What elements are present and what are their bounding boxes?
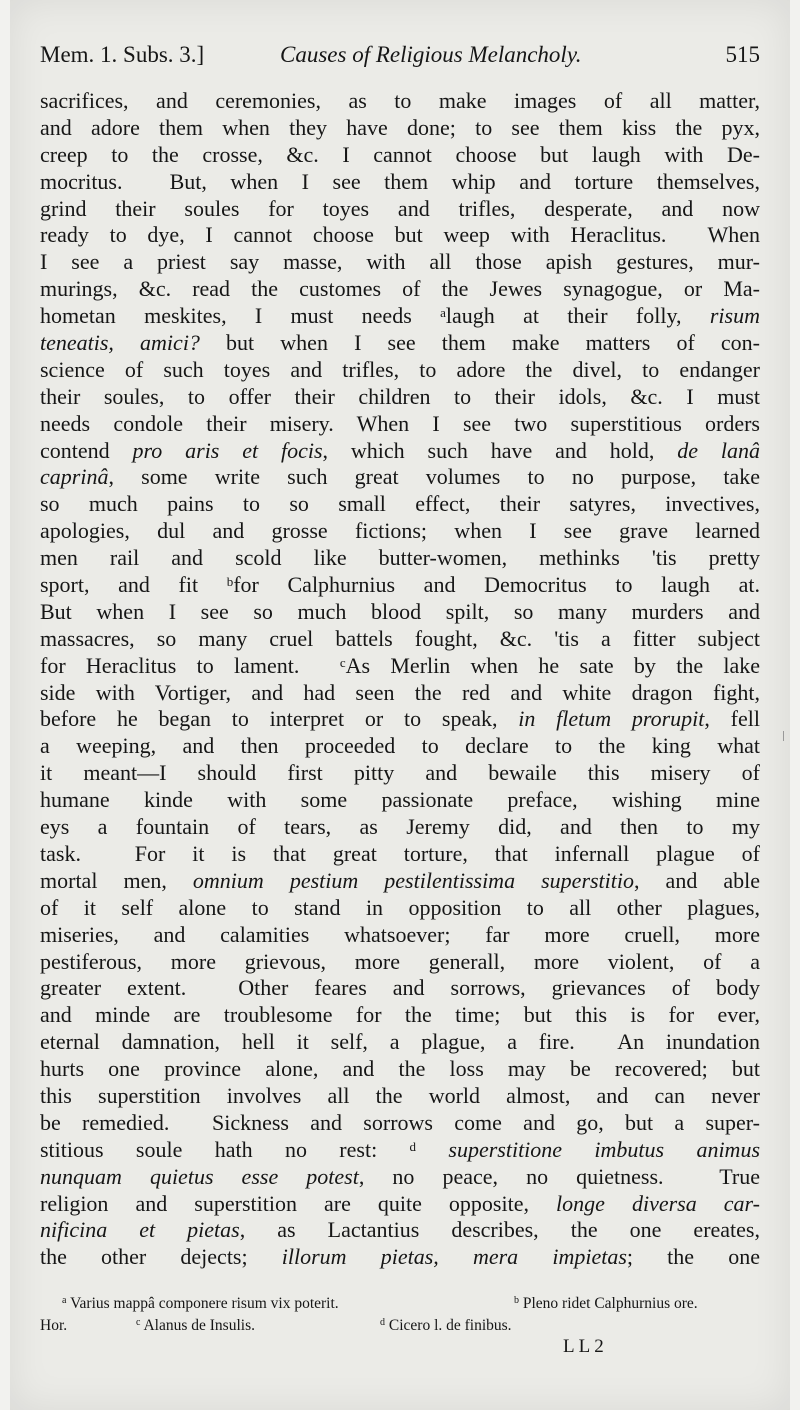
text-run: ready to dye, I cannot choose but weep with Heraclitus. When bbox=[40, 222, 760, 248]
text-line bbox=[40, 196, 760, 223]
italic-text: teneatis, amici? bbox=[40, 330, 200, 356]
text-run: it meant—I should first pitty and bewaile this misery of bbox=[40, 760, 760, 786]
body-text bbox=[40, 88, 760, 1271]
text-line bbox=[40, 814, 760, 841]
text-run: science of such toyes and trifles, to adore the divel, to endanger bbox=[40, 356, 760, 382]
italic-text: illorum pietas, mera impietas bbox=[281, 1244, 627, 1270]
footnote-mark: c bbox=[136, 1317, 141, 1328]
text-run: , fell bbox=[704, 706, 760, 732]
text-run: I see a priest say masse, with all those apish gestures, mur- bbox=[40, 249, 760, 275]
footnote-row-2 bbox=[40, 1315, 760, 1337]
footnote-reference: a bbox=[440, 305, 446, 321]
text-line bbox=[40, 733, 760, 760]
italic-text: pro aris et focis bbox=[132, 437, 323, 463]
footnote-reference: d bbox=[409, 1138, 417, 1154]
text-line bbox=[40, 464, 760, 491]
text-run: for Calphurnius and Democritus to laugh at. bbox=[233, 572, 760, 598]
footnote-text: Pleno ridet Calphurnius ore. bbox=[522, 1295, 698, 1312]
section-reference: Mem. 1. Subs. 3.] bbox=[40, 42, 205, 67]
text-line bbox=[40, 222, 760, 249]
text-run: humane kinde with some passionate preface, wishing mine bbox=[40, 787, 760, 813]
text-run: task. For it is that great torture, that infernall plague of bbox=[40, 840, 760, 866]
text-line bbox=[40, 249, 760, 276]
text-line bbox=[40, 680, 760, 707]
italic-text: longe diversa car- bbox=[556, 1190, 760, 1216]
text-run: but when I see them make matters of con- bbox=[199, 330, 760, 356]
text-run: contend bbox=[40, 437, 133, 463]
italic-text: superstitione imbutus animus bbox=[416, 1136, 760, 1162]
text-run: religion and superstition are quite opposite, bbox=[40, 1190, 557, 1216]
text-line bbox=[40, 599, 760, 626]
text-line bbox=[40, 142, 760, 169]
text-line bbox=[40, 330, 760, 357]
text-run: As Merlin when he sate by the lake bbox=[345, 652, 760, 678]
text-run: , and able bbox=[634, 867, 760, 893]
text-run: stitious soule hath no rest: bbox=[40, 1136, 410, 1162]
text-line bbox=[40, 949, 760, 976]
text-run: ; the one bbox=[626, 1244, 760, 1270]
text-line bbox=[40, 1056, 760, 1083]
text-run: mortal men, bbox=[40, 867, 193, 893]
italic-text: de lanâ bbox=[677, 437, 760, 463]
running-head bbox=[40, 38, 760, 72]
text-line bbox=[40, 787, 760, 814]
text-run: , as Lactantius describes, the one ereates, bbox=[239, 1217, 760, 1243]
text-run: needs condole their misery. When I see two superstitious orders bbox=[40, 410, 760, 436]
running-title: Causes of Religious Melancholy. bbox=[280, 42, 582, 67]
text-line bbox=[40, 1244, 760, 1271]
text-run: sacrifices, and ceremonies, as to make images of all matter, bbox=[40, 88, 760, 113]
text-run: But when I see so much blood spilt, so many murders and bbox=[40, 598, 760, 624]
footnote-text: Alanus de Insulis. bbox=[143, 1317, 255, 1334]
footnote-reference: c bbox=[339, 654, 346, 670]
text-run: sport, and fit bbox=[40, 572, 227, 598]
text-run: side with Vortiger, and had seen the red and white dragon fight, bbox=[40, 679, 760, 705]
text-run: apologies, dul and grosse fictions; when I see grave learned bbox=[40, 518, 760, 544]
text-line bbox=[40, 572, 760, 599]
text-run: a weeping, and then proceeded to declare to the king what bbox=[40, 733, 760, 759]
text-line bbox=[40, 895, 760, 922]
footnote-d bbox=[380, 1315, 512, 1337]
italic-text: omnium pestium pestilentissima superstitio bbox=[192, 867, 635, 893]
text-run: hometan meskites, I must needs bbox=[40, 303, 441, 329]
footnote-mark: d bbox=[380, 1317, 385, 1328]
text-run: hurts one province alone, and the loss may be recovered; but bbox=[40, 1056, 760, 1082]
text-line bbox=[40, 518, 760, 545]
text-run: creep to the crosse, &c. I cannot choose but laugh with De- bbox=[40, 141, 760, 167]
text-run: pestiferous, more grievous, more generall, more violent, of a bbox=[40, 948, 760, 974]
text-run: before he began to interpret or to speak, bbox=[40, 706, 519, 732]
text-line bbox=[40, 1137, 760, 1164]
text-run: miseries, and calamities whatsoever; far more cruell, more bbox=[40, 921, 760, 947]
text-run: for Heraclitus to lament. bbox=[40, 652, 340, 678]
text-line bbox=[40, 975, 760, 1002]
text-line bbox=[40, 626, 760, 653]
text-run: men rail and scold like butter-women, methinks 'tis pretty bbox=[40, 545, 760, 571]
text-run: , which such have and hold, bbox=[322, 437, 678, 463]
text-line bbox=[40, 1110, 760, 1137]
footnote-b bbox=[514, 1293, 698, 1315]
signature-mark: LL2 bbox=[563, 1336, 608, 1357]
text-line bbox=[40, 1083, 760, 1110]
text-line bbox=[40, 115, 760, 142]
italic-text: in fletum prorupit bbox=[518, 706, 705, 732]
text-line bbox=[40, 411, 760, 438]
text-line bbox=[40, 384, 760, 411]
text-run: so much pains to so small effect, their satyres, invectives, bbox=[40, 491, 760, 517]
footnote-mark: b bbox=[514, 1295, 519, 1306]
book-page bbox=[10, 0, 790, 1410]
text-run: and adore them when they have done; to see them kiss the pyx, bbox=[40, 114, 760, 140]
text-line bbox=[40, 868, 760, 895]
text-line bbox=[40, 1002, 760, 1029]
page-number: 515 bbox=[725, 42, 760, 67]
text-run: eys a fountain of tears, as Jeremy did, and then to my bbox=[40, 814, 760, 840]
footnote-c bbox=[136, 1315, 255, 1337]
footnote-mark: a bbox=[62, 1295, 67, 1306]
text-run: their soules, to offer their children to their idols, &c. I must bbox=[40, 383, 760, 409]
text-run: and minde are troublesome for the time; but this is for ever, bbox=[40, 1002, 760, 1028]
italic-text: caprinâ bbox=[40, 464, 109, 490]
text-run: , some write such great volumes to no purpose, take bbox=[108, 464, 760, 490]
text-run: of it self alone to stand in opposition to all other plagues, bbox=[40, 894, 760, 920]
text-run: this superstition involves all the world almost, and can never bbox=[40, 1082, 760, 1108]
margin-mark bbox=[777, 731, 784, 741]
text-line bbox=[40, 88, 760, 115]
footnotes bbox=[40, 1293, 760, 1337]
italic-text: nificina et pietas bbox=[40, 1217, 240, 1243]
footnote-reference: b bbox=[226, 574, 234, 590]
text-run: eternal damnation, hell it self, a plague, a fire. An inundation bbox=[40, 1029, 760, 1055]
text-line bbox=[40, 1217, 760, 1244]
text-line bbox=[40, 1029, 760, 1056]
text-line bbox=[40, 303, 760, 330]
text-line bbox=[40, 491, 760, 518]
text-line bbox=[40, 760, 760, 787]
text-run: , no peace, no quietness. True bbox=[358, 1163, 760, 1189]
text-run: the other dejects; bbox=[40, 1244, 282, 1270]
text-line bbox=[40, 545, 760, 572]
text-line bbox=[40, 438, 760, 465]
text-line bbox=[40, 357, 760, 384]
text-line bbox=[40, 922, 760, 949]
text-run: laugh at their folly, bbox=[445, 303, 710, 329]
text-run: be remedied. Sickness and sorrows come and go, but a super- bbox=[40, 1109, 760, 1135]
footnote-row-1 bbox=[40, 1293, 760, 1315]
text-line bbox=[40, 276, 760, 303]
italic-text: risum bbox=[709, 303, 760, 329]
footnote-a bbox=[62, 1293, 339, 1315]
footnote-text: Varius mappâ componere risum vix poterit. bbox=[70, 1295, 339, 1312]
text-line bbox=[40, 1191, 760, 1218]
text-line bbox=[40, 653, 760, 680]
footnote-a-source: Hor. bbox=[40, 1317, 68, 1334]
text-run: massacres, so many cruel battels fought, &c. 'tis a fitter subject bbox=[40, 625, 760, 651]
text-run: greater extent. Other feares and sorrows, grievances of body bbox=[40, 975, 760, 1001]
text-run: mocritus. But, when I see them whip and torture themselves, bbox=[40, 168, 760, 194]
text-run: murings, &c. read the customes of the Jewes synagogue, or Ma- bbox=[40, 276, 760, 302]
text-line bbox=[40, 169, 760, 196]
italic-text: nunquam quietus esse potest bbox=[40, 1163, 359, 1189]
text-line bbox=[40, 1164, 760, 1191]
text-line bbox=[40, 841, 760, 868]
text-run: grind their soules for toyes and trifles, desperate, and now bbox=[40, 195, 760, 221]
footnote-text: Cicero l. de finibus. bbox=[388, 1317, 512, 1334]
text-line bbox=[40, 706, 760, 733]
